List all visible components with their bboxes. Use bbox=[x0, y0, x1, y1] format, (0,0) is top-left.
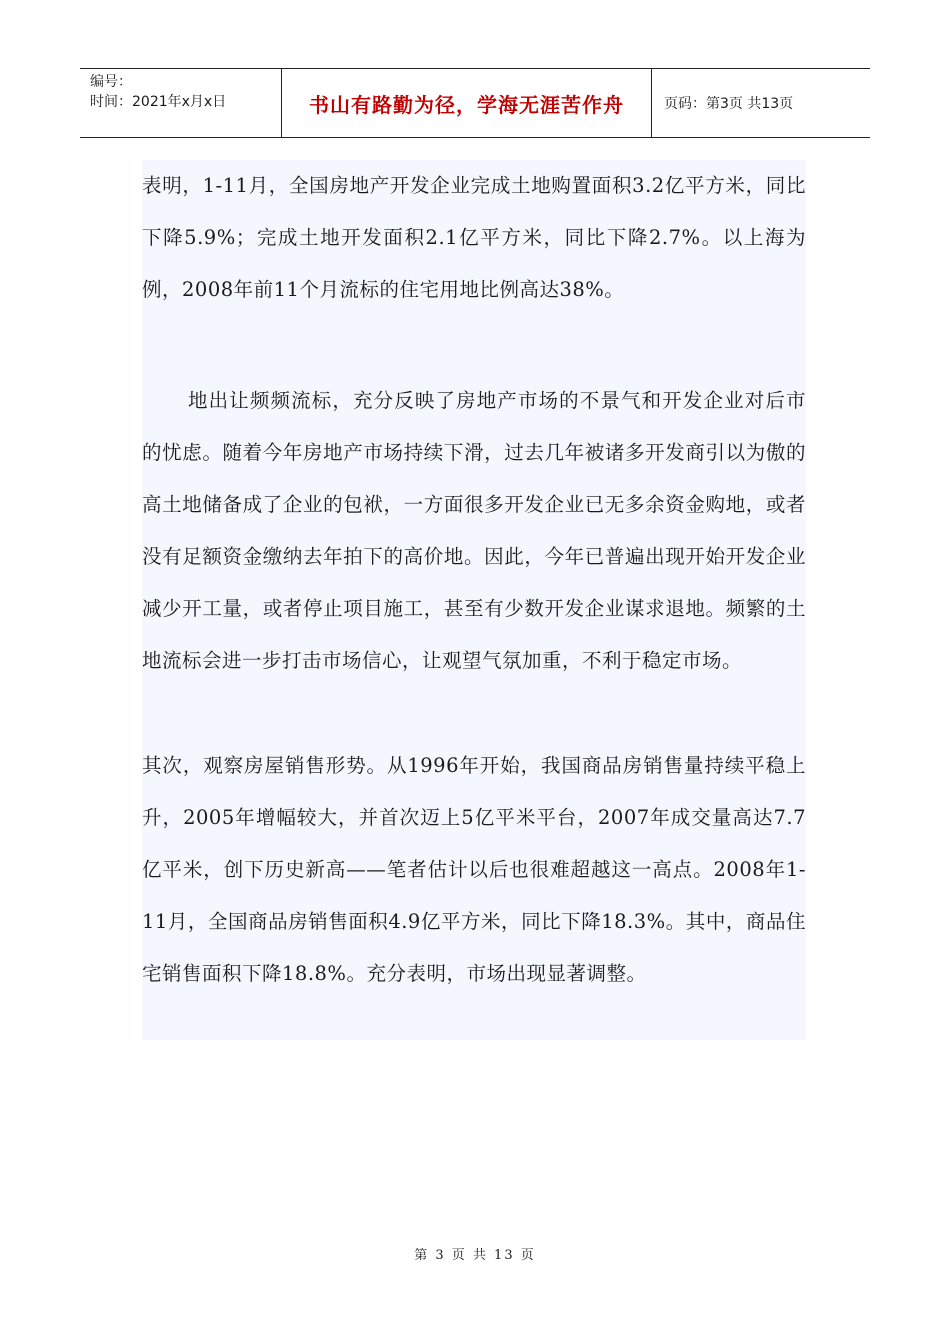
document-header bbox=[80, 68, 870, 138]
paragraph-3: 其次，观察房屋销售形势。从1996年开始，我国商品房销售量持续平稳上升，2005年增幅较大，并首次迈上5亿平米平台，2007年成交量高达7.7亿平米，创下历史新高——笔者估计以后也很难超越这一高点。2008年1-11月，全国商品房销售面积4.9亿平方米，同比下降18.3%。其中，商品住宅销售面积下降18.8%。充分表明，市场出现显著调整。 bbox=[142, 754, 806, 985]
time-label: 时间：2021年x月x日 bbox=[90, 94, 227, 110]
page-footer: 第 3 页 共 13 页 bbox=[414, 1248, 536, 1263]
motto-text: 书山有路勤为径，学海无涯苦作舟 bbox=[309, 92, 624, 117]
header-page-cell bbox=[652, 69, 870, 137]
header-motto-cell bbox=[282, 69, 652, 137]
page-info: 页码：第3页 共13页 bbox=[664, 96, 794, 112]
paragraph-2: 地出让频频流标，充分反映了房地产市场的不景气和开发企业对后市的忧虑。随着今年房地产市场持续下滑，过去几年被诸多开发商引以为傲的高土地储备成了企业的包袱，一方面很多开发企业已无多余资金购地，或者没有足额资金缴纳去年拍下的高价地。因此，今年已普遍出现开始开发企业减少开工量，或者停止项目施工，甚至有少数开发企业谋求退地。频繁的土地流标会进一步打击市场信心，让观望气氛加重，不利于稳定市场。 bbox=[142, 389, 806, 672]
header-meta bbox=[80, 69, 282, 137]
number-label: 编号： bbox=[90, 74, 132, 90]
body-content bbox=[142, 160, 806, 1040]
paragraph-1: 表明，1-11月，全国房地产开发企业完成土地购置面积3.2亿平方米，同比下降5.9%；完成土地开发面积2.1亿平方米，同比下降2.7%。以上海为例，2008年前11个月流标的住宅用地比例高达38%。 bbox=[142, 174, 806, 301]
